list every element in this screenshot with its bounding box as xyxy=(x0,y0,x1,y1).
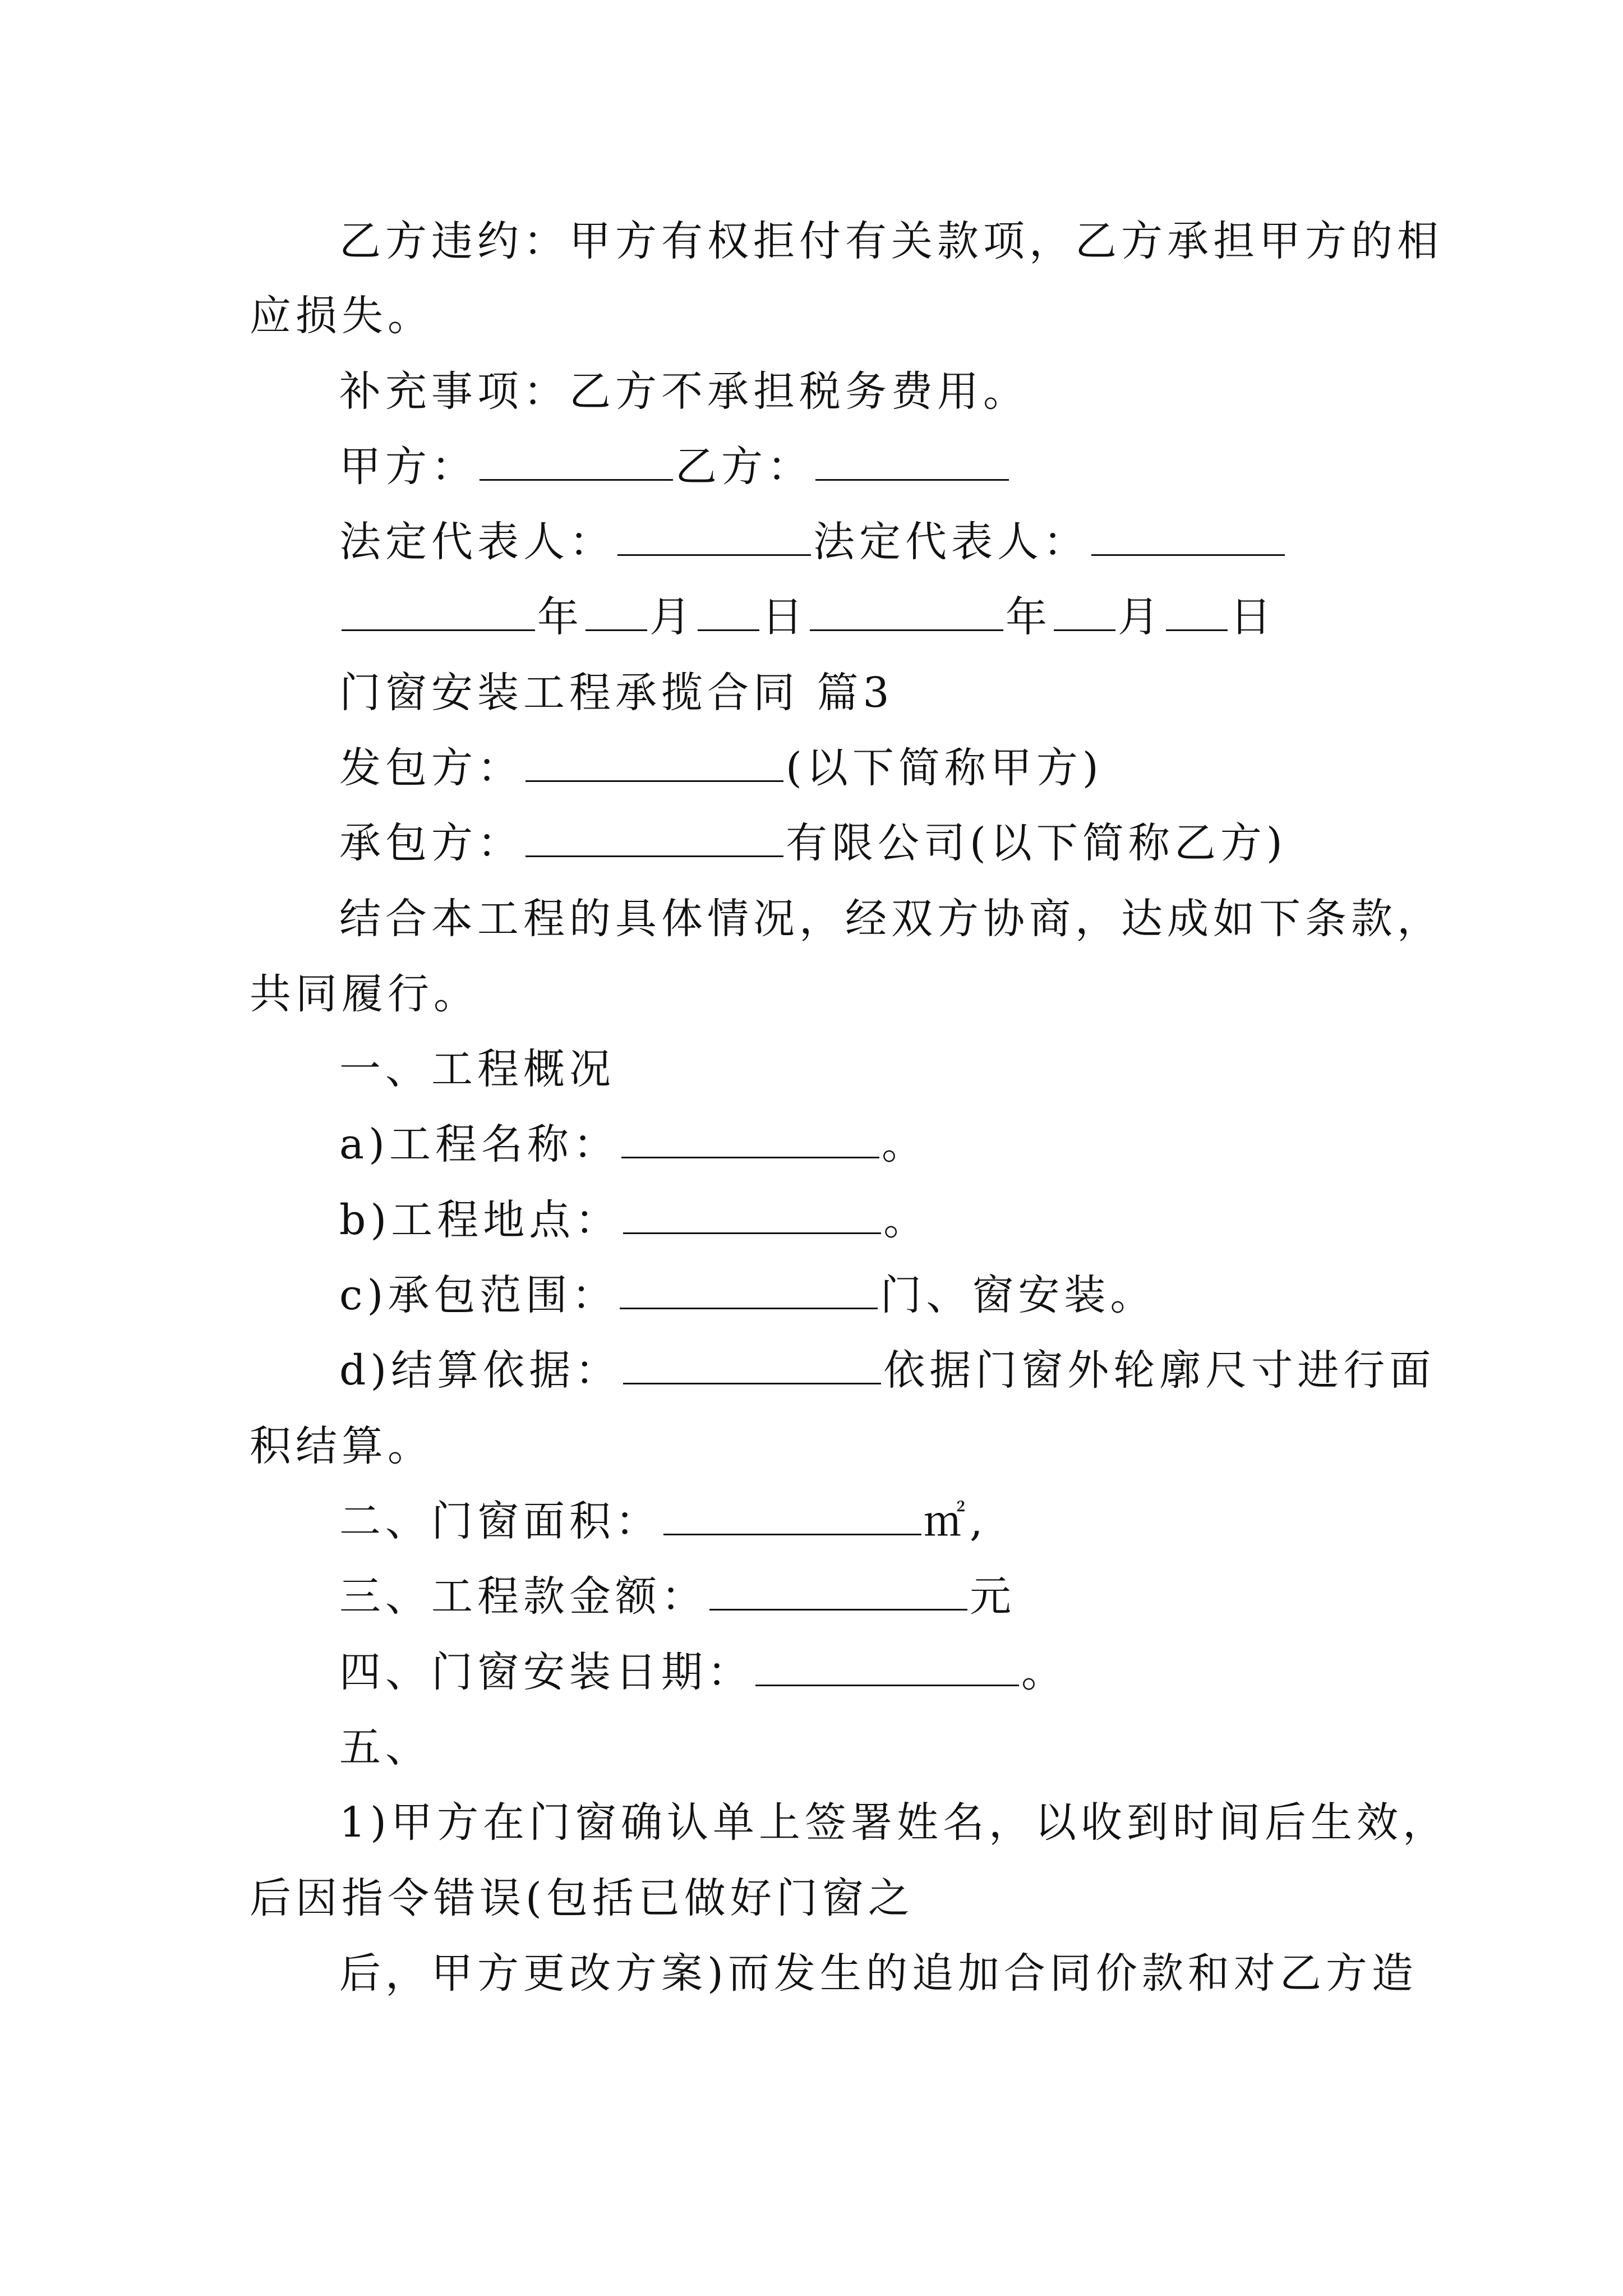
clause-item xyxy=(0,1493,1623,1549)
install-date-blank xyxy=(755,1648,1019,1686)
project-name-blank xyxy=(621,1120,879,1158)
paragraph-line: 1)甲方在门窗确认单上签署姓名，以收到时间后生效， xyxy=(339,1798,1449,1847)
employer-blank xyxy=(525,743,783,782)
clause-suffix: 。 xyxy=(882,1120,928,1168)
date-a-day-label: 日 xyxy=(762,593,808,641)
date-b-year-blank xyxy=(810,592,1003,631)
date-b-day-label: 日 xyxy=(1230,593,1276,641)
clause-item xyxy=(0,1267,1623,1323)
date-a-month-label: 月 xyxy=(649,593,695,641)
scope-blank xyxy=(620,1271,878,1309)
clause-suffix: 。 xyxy=(883,1196,930,1244)
clause-item xyxy=(0,1342,1623,1398)
paragraph-line: 应损失。 xyxy=(250,292,434,340)
clause-label: 四、门窗安装日期： xyxy=(339,1648,753,1696)
contractor-blank xyxy=(525,818,783,857)
party-b-label: 乙方： xyxy=(675,443,813,491)
section-heading: 门窗安装工程承揽合同 篇3 xyxy=(339,669,894,717)
date-a-year-label: 年 xyxy=(537,593,583,641)
date-b-day-blank xyxy=(1166,592,1228,631)
clause-suffix: 门、窗安装。 xyxy=(880,1271,1156,1319)
clause-heading: 一、工程概况 xyxy=(339,1045,615,1093)
contractor-line xyxy=(0,815,1623,871)
clause-heading: 五、 xyxy=(339,1723,431,1772)
clause-suffix: 元 xyxy=(970,1572,1016,1621)
paragraph-line: 乙方违约：甲方有权拒付有关款项，乙方承担甲方的相 xyxy=(339,217,1443,265)
clause-suffix: 。 xyxy=(1021,1648,1067,1696)
clause-label: a)工程名称： xyxy=(339,1120,619,1168)
signature-line-dates xyxy=(0,589,1623,645)
party-a-label: 甲方： xyxy=(339,443,477,491)
date-a-month-blank xyxy=(585,592,647,631)
paragraph-line: 共同履行。 xyxy=(250,970,479,1018)
signature-line-parties xyxy=(0,439,1623,495)
project-location-blank xyxy=(623,1195,881,1234)
employer-label: 发包方： xyxy=(339,744,523,792)
rep-a-label: 法定代表人： xyxy=(339,518,615,566)
employer-note: (以下简称甲方) xyxy=(786,744,1103,792)
date-b-month-blank xyxy=(1054,592,1115,631)
rep-b-blank xyxy=(1091,517,1285,556)
clause-suffix: ㎡, xyxy=(924,1497,988,1545)
rep-b-label: 法定代表人： xyxy=(813,518,1089,566)
date-b-month-label: 月 xyxy=(1118,593,1164,641)
date-a-day-blank xyxy=(698,592,759,631)
clause-item xyxy=(0,1192,1623,1248)
amount-blank xyxy=(709,1572,967,1611)
paragraph-line: 结合本工程的具体情况，经双方协商，达成如下条款， xyxy=(339,895,1443,943)
employer-line xyxy=(0,740,1623,796)
clause-label: 三、工程款金额： xyxy=(339,1572,707,1621)
paragraph-line: 补充事项：乙方不承担税务费用。 xyxy=(339,367,1029,416)
clause-label: b)工程地点： xyxy=(339,1196,621,1244)
date-a-year-blank xyxy=(342,592,535,631)
contractor-label: 承包方： xyxy=(339,819,523,867)
settlement-blank xyxy=(623,1346,881,1384)
date-b-year-label: 年 xyxy=(1006,593,1052,641)
paragraph-line: 后，甲方更改方案)而发生的追加合同价款和对乙方造 xyxy=(339,1949,1418,1998)
party-a-blank xyxy=(479,442,673,481)
clause-item xyxy=(0,1116,1623,1172)
paragraph-line: 积结算。 xyxy=(250,1422,434,1470)
signature-line-representatives xyxy=(0,514,1623,570)
clause-label: d)结算依据： xyxy=(339,1346,621,1395)
rep-a-blank xyxy=(617,517,811,556)
clause-item xyxy=(0,1644,1623,1700)
clause-label: 二、门窗面积： xyxy=(339,1497,661,1545)
contractor-note: 有限公司(以下简称乙方) xyxy=(786,819,1287,867)
area-blank xyxy=(663,1497,921,1535)
clause-label: c)承包范围： xyxy=(339,1271,618,1319)
clause-item xyxy=(0,1568,1623,1625)
clause-suffix: 依据门窗外轮廓尺寸进行面 xyxy=(883,1346,1436,1395)
party-b-blank xyxy=(815,442,1009,481)
paragraph-line: 后因指令错误(包括已做好门窗之 xyxy=(250,1874,914,1922)
